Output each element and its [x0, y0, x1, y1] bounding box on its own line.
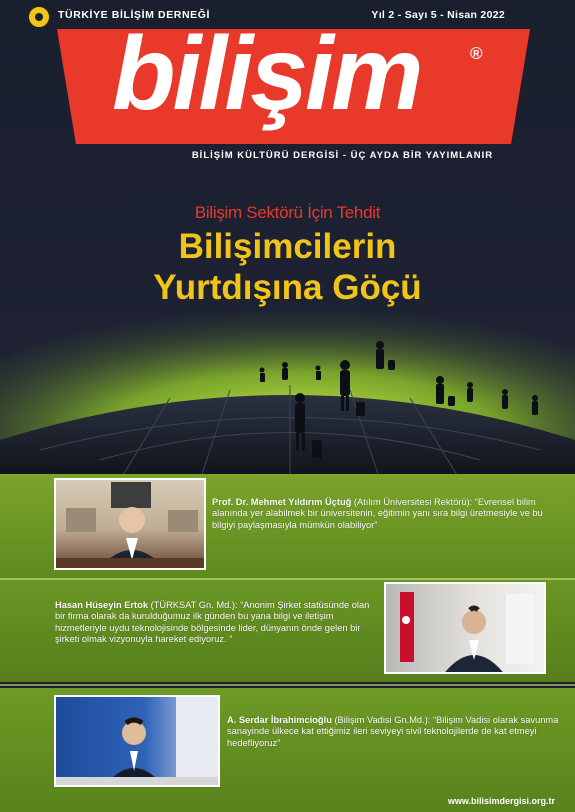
masthead-tagline: BİLİŞİM KÜLTÜRÜ DERGİSİ - ÜÇ AYDA BİR YAYIMLANIR [191, 150, 494, 161]
globe-migration-illustration [0, 290, 575, 480]
portrait-photo-ertok [384, 582, 546, 674]
quote-uctug-role: (Atılım Üniversitesi Rektörü): [351, 497, 473, 507]
quote-ibrahimcioglu-name: A. Serdar İbrahimcioğlu [227, 715, 332, 725]
website-link[interactable]: www.bilisimdergisi.org.tr [447, 796, 555, 806]
quote-ertok-text: “Anonim Şirket statüsünde olan bir firma olarak da kurulduğumuz ilk günden bu yana bilgi ve iletişim hizmetleriyle uydu teknolojisinde bölgesinde lider, dünyanın önde gelen bir şirketi olmak vizyonuyla hareket ediyoruz. ” [55, 600, 370, 645]
registered-mark: ® [470, 44, 483, 63]
masthead-title: bilişim [112, 16, 421, 132]
quote-uctug-name: Prof. Dr. Mehmet Yıldırım Üçtuğ [212, 497, 352, 507]
headline-line-2: Yurtdışına Göçü [153, 268, 422, 307]
quote-uctug-text: “Evrensel bilim alanında yer alabilmek bir üniversitenin, eğitimin yanı sıra bilgi üretmesiyle ve bu bilgiyi paylaşmasıyla mümkün olabiliyor” [212, 497, 543, 530]
org-name: TÜRKİYE BİLİŞİM DERNEĞİ [58, 9, 211, 21]
headline-line-1: Bilişimcilerin [178, 227, 397, 266]
band-divider [0, 578, 575, 580]
quote-ertok [55, 600, 380, 646]
quote-ertok-name: Hasan Hüseyin Ertok [55, 600, 149, 610]
quote-ibrahimcioglu [227, 715, 567, 749]
cover-kicker: Bilişim Sektörü İçin Tehdit [194, 203, 381, 222]
association-logo-icon [27, 5, 51, 29]
issue-info: Yıl 2 - Sayı 5 - Nisan 2022 [371, 9, 505, 21]
portrait-photo-ibrahimcioglu [54, 695, 220, 787]
quote-ibrahimcioglu-text: “Bilişim Vadisi olarak savunma sanayinde ülkece kat ettiğimiz ileri seviyeyi sivil teknolojilerde de kat etmeyi hedefliyoruz” [227, 715, 559, 748]
quote-ibrahimcioglu-role: (Bilişim Vadisi Gn.Md.): [331, 715, 433, 725]
quote-uctug [212, 497, 562, 531]
portrait-photo-uctug [54, 478, 206, 570]
band-divider [0, 684, 575, 686]
quote-ertok-role: (TÜRKSAT Gn. Md.): [148, 600, 241, 610]
